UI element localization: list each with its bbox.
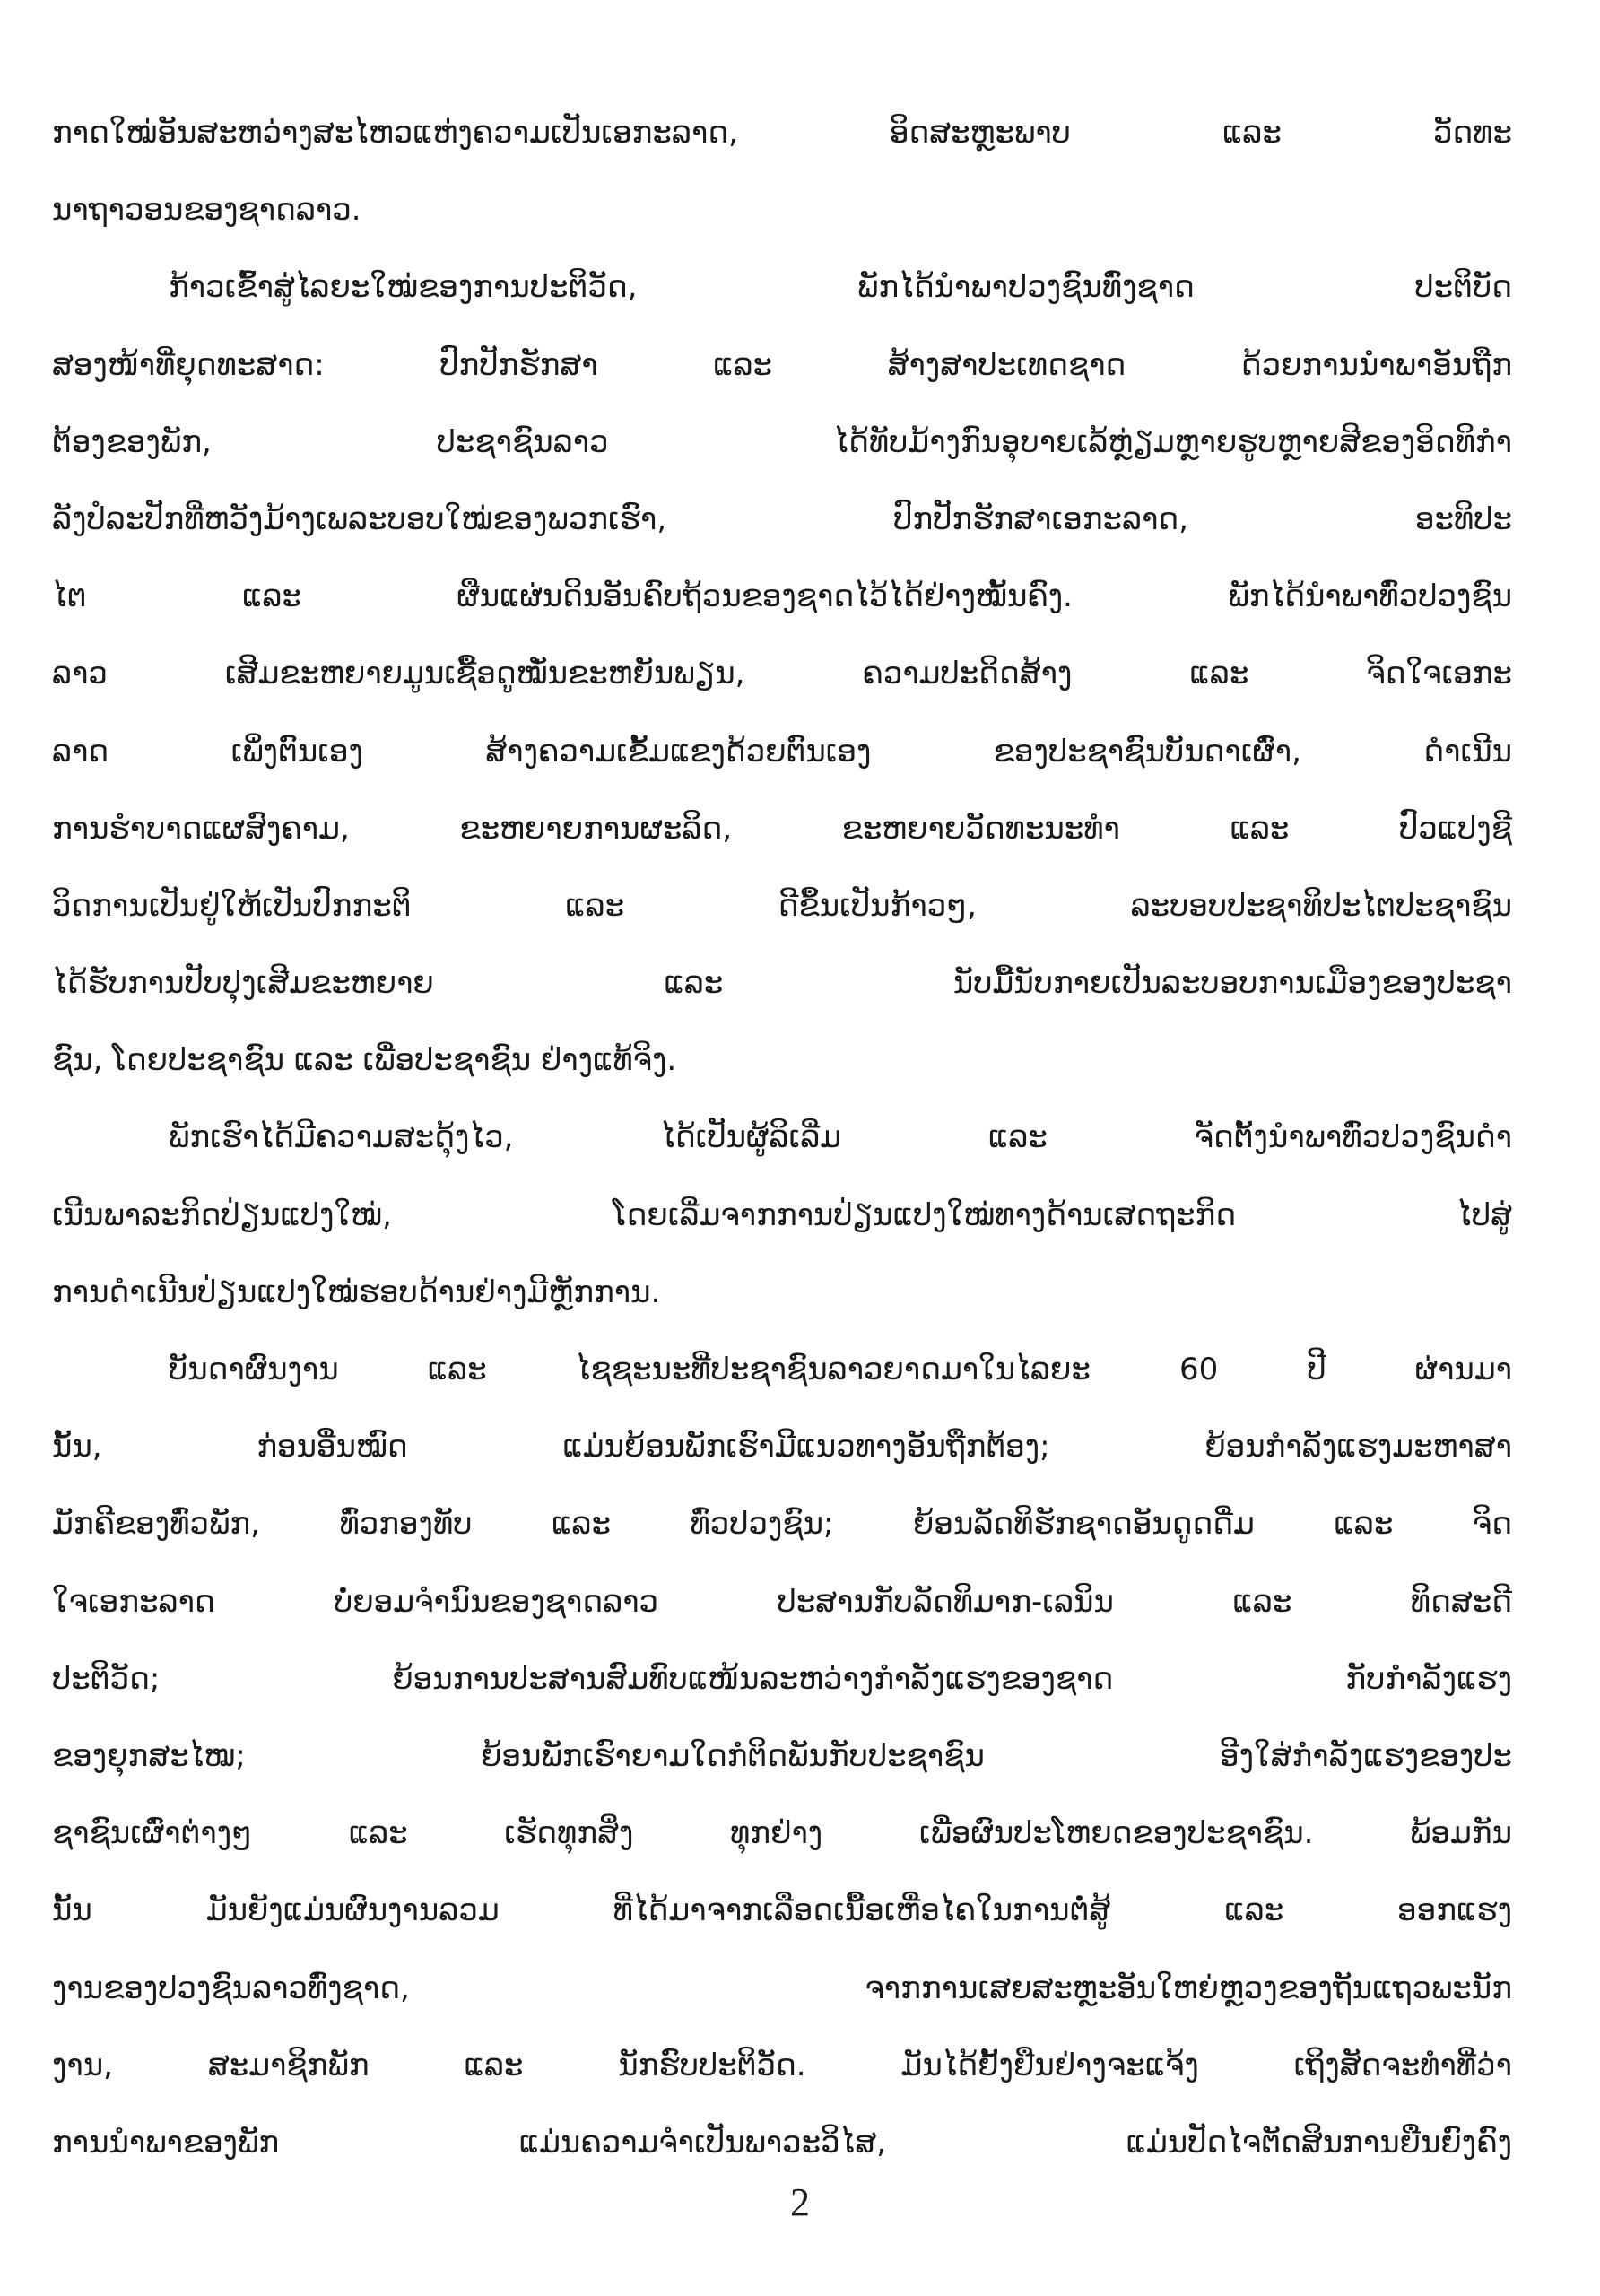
body-text xyxy=(52,94,1512,2181)
text-line: ໃຈເອກະລາດ ບໍ່ຍອມຈຳນົນຂອງຊາດລາວ ປະສານກັບລັດທິມາກ-ເລນິນ ແລະ ທິດສະດີ xyxy=(52,1583,1512,1620)
text-line: ງານ, ສະມາຊິກພັກ ແລະ ນັກຮົບປະຕິວັດ. ມັນໄດ້ຢັ້ງຢືນຢ່າງຈະແຈ້ງ ເຖິງສັດຈະທຳທີ່ວ່າ xyxy=(52,2047,1512,2083)
text-line: ໄຕ ແລະ ຜືນແຜ່ນດິນອັນຄົບຖ້ວນຂອງຊາດໄວ້ໄດ້ຢ່າງໝັ້ນຄົງ. ພັກໄດ້ນຳພາທົ່ວປວງຊົນ xyxy=(52,578,1512,615)
text-line: ລາດ ເພິ່ງຕົນເອງ ສ້າງຄວາມເຂັ້ມແຂງດ້ວຍຕົນເອງ ຂອງປະຊາຊົນບັນດາເຜົ່າ, ດຳເນີນ xyxy=(52,733,1512,770)
text-line: ໄດ້ຮັບການປັບປຸງເສີມຂະຫຍາຍ ແລະ ນັບມື້ນັບກາຍເປັນລະບອບການເມືອງຂອງປະຊາ xyxy=(52,965,1512,1002)
text-line: ເນີນພາລະກິດປ່ຽນແປງໃໝ່, ໂດຍເລີ່ມຈາກການປ່ຽນແປງໃໝ່ທາງດ້ານເສດຖະກິດ ໄປສູ່ xyxy=(52,1196,1512,1233)
text-line: ນັ້ນ ມັນຍັງແມ່ນຜົນງານລວມ ທີ່ໄດ້ມາຈາກເລືອດເນື້ອເຫື່ອໄຄໃນການຕໍ່ສູ້ ແລະ ອອກແຮງ xyxy=(52,1892,1512,1929)
text-line: ລາວ ເສີມຂະຫຍາຍມູນເຊື້ອດູໝັ່ນຂະຫຍັນພຽນ, ຄວາມປະດິດສ້າງ ແລະ ຈິດໃຈເອກະ xyxy=(52,656,1512,692)
text-line: ຊົນ, ໂດຍປະຊາຊົນ ແລະ ເພື່ອປະຊາຊົນ ຢ່າງແທ້ຈິງ. xyxy=(52,1042,677,1079)
page-number: 2 xyxy=(790,2180,810,2224)
text-line: ການນຳພາຂອງພັກ ແມ່ນຄວາມຈຳເປັນພາວະວິໄສ, ແມ່ນປັດໄຈຕັດສິນການຍືນຍົງຄົງ xyxy=(52,2124,1512,2161)
text-line: ຂອງຍຸກສະໄໝ; ຍ້ອນພັກເຮົາຍາມໃດກໍຕິດພັນກັບປະຊາຊົນ ອີງໃສ່ກຳລັງແຮງຂອງປະ xyxy=(52,1737,1512,1774)
text-line: ພັກເຮົາໄດ້ມີຄວາມສະດຸ້ງໄວ, ໄດ້ເປັນຜູ້ລິເລີ່ມ ແລະ ຈັດຕັ້ງນຳພາທົ່ວປວງຊົນດຳ xyxy=(169,1119,1512,1156)
text-line: ນາຖາວອນຂອງຊາດລາວ. xyxy=(52,192,361,229)
text-line: ມັກຄີຂອງທົ່ວພັກ, ທົ່ວກອງທັບ ແລະ ທົ່ວປວງຊົນ; ຍ້ອນລັດທິຮັກຊາດອັນດູດດື່ມ ແລະ ຈິດ xyxy=(52,1506,1512,1543)
text-line: ຊາຊົນເຜົ່າຕ່າງໆ ແລະ ເຮັດທຸກສິ່ງ ທຸກຢ່າງ ເພື່ອຜົນປະໂຫຍດຂອງປະຊາຊົນ. ພ້ອມກັນ xyxy=(52,1815,1512,1852)
text-line: ປະຕິວັດ; ຍ້ອນການປະສານສົມທົບແໜ້ນລະຫວ່າງກຳລັງແຮງຂອງຊາດ ກັບກຳລັງແຮງ xyxy=(52,1660,1512,1697)
text-line: ບັນດາຜົນງານ ແລະ ໄຊຊະນະທີ່ປະຊາຊົນລາວຍາດມາໃນໄລຍະ 60 ປີ ຜ່ານມາ xyxy=(169,1352,1512,1387)
text-line: ຕ້ອງຂອງພັກ, ປະຊາຊົນລາວ ໄດ້ທັບມ້າງກົນອຸບາຍເລ້ຫຼ່ຽມຫຼາຍຮູບຫຼາຍສີຂອງອິດທິກຳ xyxy=(52,423,1512,460)
text-line: ກາດໃໝ່ອັນສະຫວ່າງສະໄຫວແຫ່ງຄວາມເປັນເອກະລາດ, ອິດສະຫຼະພາບ ແລະ ວັດທະ xyxy=(52,115,1512,151)
text-line: ສອງໜ້າທີ່ຍຸດທະສາດ: ປົກປັກຮັກສາ ແລະ ສ້າງສາປະເທດຊາດ ດ້ວຍການນຳພາອັນຖືກ xyxy=(52,346,1512,383)
text-line: ການດຳເນີນປ່ຽນແປງໃໝ່ຮອບດ້ານຢ່າງມີຫຼັກການ. xyxy=(52,1274,661,1310)
text-line: ກ້າວເຂົ້າສູ່ໄລຍະໃໝ່ຂອງການປະຕິວັດ, ພັກໄດ້ນຳພາປວງຊົນທົ່ງຊາດ ປະຕິບັດ xyxy=(169,269,1512,306)
text-line: ວິດການເປັນຢູ່ໃຫ້ເປັນປົກກະຕິ ແລະ ດີຂຶ້ນເປັນກ້າວໆ, ລະບອບປະຊາທິປະໄຕປະຊາຊົນ xyxy=(52,887,1512,924)
text-line: ນັ້ນ, ກ່ອນອື່ນໝົດ ແມ່ນຍ້ອນພັກເຮົາມີແນວທາງອັນຖືກຕ້ອງ; ຍ້ອນກຳລັງແຮງມະຫາສາ xyxy=(52,1429,1512,1465)
text-line: ງານຂອງປວງຊົນລາວທົ່ງຊາດ, ຈາກການເສຍສະຫຼະອັນໃຫຍ່ຫຼວງຂອງຖັນແຖວພະນັກ xyxy=(52,1970,1512,2006)
text-line: ການຮຳບາດແຜສົງຄາມ, ຂະຫຍາຍການຜະລິດ, ຂະຫຍາຍວັດທະນະທຳ ແລະ ປົວແປງຊີ xyxy=(52,810,1512,847)
text-line: ລັງປໍລະປັກທີ່ຫວັງມ້າງເພລະບອບໃໝ່ຂອງພວກເຮົາ, ປົກປັກຮັກສາເອກະລາດ, ອະທິປະ xyxy=(52,500,1512,537)
